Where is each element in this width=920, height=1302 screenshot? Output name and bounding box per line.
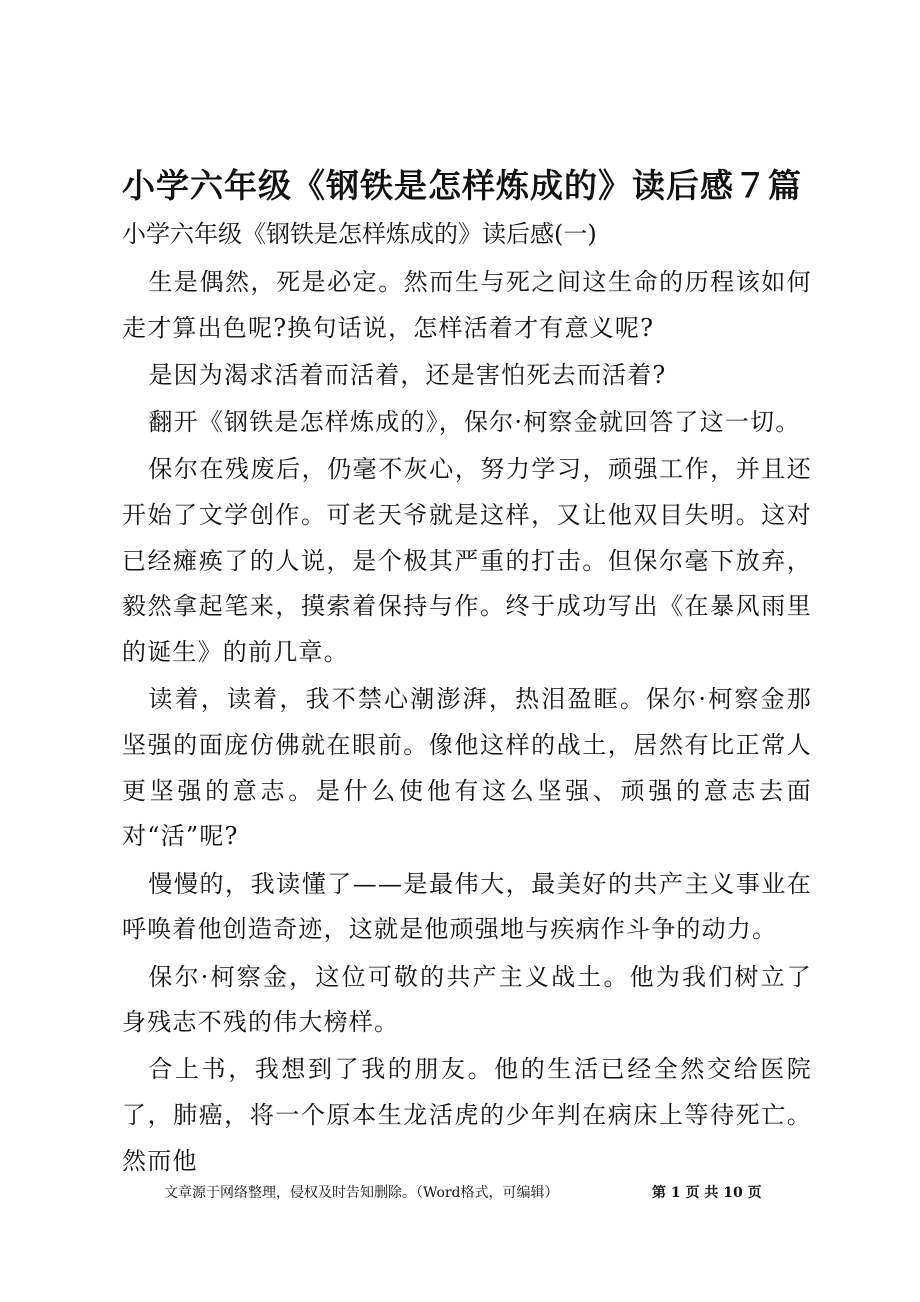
- paragraph: 是因为渴求活着而活着，还是害怕死去而活着?: [148, 360, 667, 389]
- paragraph: 生是偶然，死是必定。然而生与死之间这生命的历程该如何走才算出色呢?换句话说，怎样活着才有意义呢?: [122, 268, 812, 342]
- paragraph: 保尔在残废后，仍毫不灰心，努力学习，顽强工作，并且还开始了文学创作。可老天爷就是这样，又让他双目失明。这对已经瘫痪了的人说，是个极其严重的打击。但保尔毫下放弃，毅然拿起笔来，摸索着保持与作。终于成功写出《在暴风雨里的诞生》的前几章。: [122, 455, 812, 667]
- footer-notice: 文章源于网络整理，侵权及时告知删除。（Word格式，可编辑）: [164, 1185, 559, 1201]
- paragraph: 读着，读着，我不禁心潮澎湃，热泪盈眶。保尔·柯察金那坚强的面庞仿佛就在眼前。像他这样的战土，居然有比正常人更坚强的意志。是什么使他有这么坚强、顽强的意志去面对“活”呢?: [122, 685, 812, 851]
- paragraph: 合上书，我想到了我的朋友。他的生活已经全然交给医院了，肺癌，将一个原本生龙活虎的少年判在病床上等待死亡。然而他: [122, 1055, 812, 1175]
- paragraph: 翻开《钢铁是怎样炼成的》，保尔·柯察金就回答了这一切。: [148, 408, 801, 437]
- section-subtitle: 小学六年级《钢铁是怎样炼成的》读后感(一): [122, 220, 597, 248]
- paragraph: 保尔·柯察金，这位可敬的共产主义战土。他为我们树立了身残志不残的伟大榜样。: [122, 962, 812, 1037]
- page-number: 第 1 页 共 10 页: [652, 1185, 762, 1201]
- document-title: 小学六年级《钢铁是怎样炼成的》读后感７篇: [122, 166, 802, 205]
- paragraph: 慢慢的，我读懂了——是最伟大，最美好的共产主义事业在呼唤着他创造奇迹，这就是他顽强地与疾病作斗争的动力。: [122, 869, 812, 944]
- document-body: [122, 260, 812, 1186]
